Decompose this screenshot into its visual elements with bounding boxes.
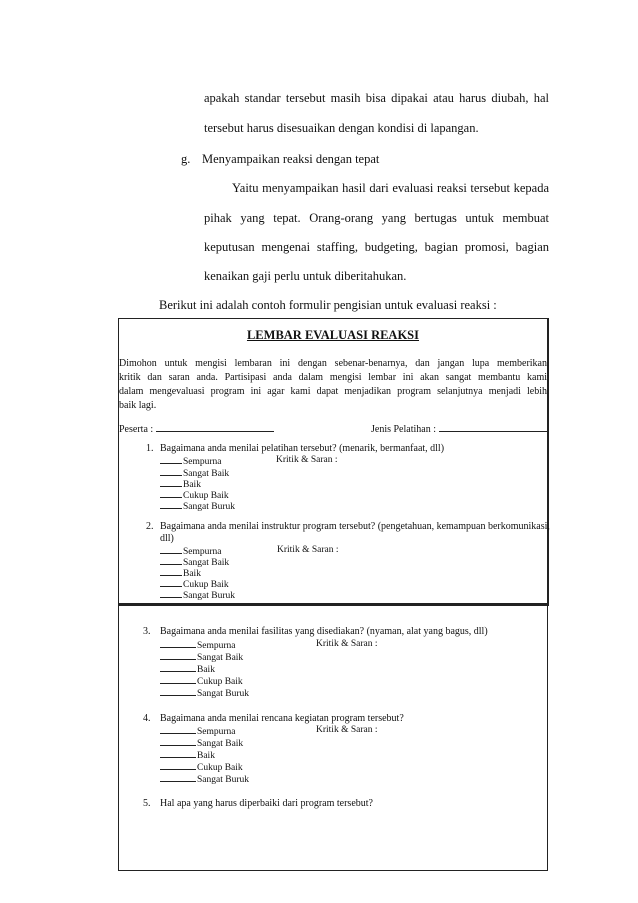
peserta-field[interactable] bbox=[119, 423, 275, 435]
list-item-title: Menyampaikan reaksi dengan tepat bbox=[202, 152, 380, 166]
option-label: Sangat Buruk bbox=[197, 689, 249, 699]
jenis-pelatihan-blank[interactable] bbox=[439, 423, 547, 432]
option-label: Sempurna bbox=[183, 547, 222, 557]
rating-blank[interactable] bbox=[160, 675, 196, 684]
rating-blank[interactable] bbox=[160, 500, 182, 509]
rating-blank[interactable] bbox=[160, 545, 182, 554]
kritik-saran-label: Kritik & Saran : bbox=[316, 725, 378, 735]
rating-blank[interactable] bbox=[160, 589, 182, 598]
option-label: Sangat Buruk bbox=[183, 591, 235, 601]
question-text: Bagaimana anda menilai pelatihan tersebut? (menarik, bermanfaat, dll) bbox=[160, 443, 445, 454]
jenis-pelatihan-label: Jenis Pelatihan : bbox=[371, 424, 436, 435]
option-label: Sangat Baik bbox=[197, 653, 244, 663]
question-number: 4. bbox=[143, 713, 151, 724]
paragraph-line: Yaitu menyampaikan hasil dari evaluasi reaksi tersebut kepada bbox=[232, 181, 549, 195]
kritik-saran-label: Kritik & Saran : bbox=[276, 455, 338, 465]
peserta-blank[interactable] bbox=[156, 423, 274, 432]
question-text: Bagaimana anda menilai fasilitas yang disediakan? (nyaman, alat yang bagus, dll) bbox=[160, 626, 488, 637]
list-marker: g. bbox=[181, 152, 191, 166]
rating-blank[interactable] bbox=[160, 489, 182, 498]
option-row[interactable] bbox=[160, 737, 243, 749]
question-number: 2. bbox=[146, 521, 154, 532]
option-label: Baik bbox=[183, 480, 201, 490]
question-number: 1. bbox=[146, 443, 154, 454]
option-row[interactable] bbox=[160, 589, 235, 601]
option-row[interactable] bbox=[160, 675, 243, 687]
rating-blank[interactable] bbox=[160, 567, 182, 576]
option-label: Sangat Baik bbox=[183, 469, 230, 479]
option-row[interactable] bbox=[160, 761, 243, 773]
question-number: 3. bbox=[143, 626, 151, 637]
option-label: Sempurna bbox=[197, 641, 236, 651]
option-label: Sempurna bbox=[183, 457, 222, 467]
option-row[interactable] bbox=[160, 663, 215, 675]
paragraph-line: pihak yang tepat. Orang-orang yang bertugas untuk membuat bbox=[204, 211, 549, 225]
rating-blank[interactable] bbox=[160, 663, 196, 672]
question-text: dll) bbox=[160, 533, 174, 544]
rating-blank[interactable] bbox=[160, 687, 196, 696]
rating-blank[interactable] bbox=[160, 651, 196, 660]
evaluation-form-part-1 bbox=[118, 318, 549, 606]
question-text: Hal apa yang harus diperbaiki dari program tersebut? bbox=[160, 798, 373, 809]
evaluation-form-part-2 bbox=[118, 603, 548, 871]
paragraph-line: kenaikan gaji perlu untuk diberitahukan. bbox=[204, 269, 407, 283]
option-label: Baik bbox=[197, 751, 215, 761]
option-label: Baik bbox=[197, 665, 215, 675]
jenis-pelatihan-field[interactable] bbox=[371, 423, 548, 435]
option-row[interactable] bbox=[160, 687, 249, 699]
paragraph-line: apakah standar tersebut masih bisa dipakai atau harus diubah, hal bbox=[204, 91, 549, 105]
rating-blank[interactable] bbox=[160, 455, 182, 464]
option-label: Sangat Buruk bbox=[183, 502, 235, 512]
question-text: Bagaimana anda menilai instruktur program tersebut? (pengetahuan, kemampuan berkomunikasi, bbox=[160, 521, 550, 532]
rating-blank[interactable] bbox=[160, 737, 196, 746]
instructions-line: baik lagi. bbox=[119, 400, 157, 411]
rating-blank[interactable] bbox=[160, 639, 196, 648]
option-label: Sangat Baik bbox=[197, 739, 244, 749]
peserta-label: Peserta : bbox=[119, 424, 154, 435]
option-row[interactable] bbox=[160, 725, 236, 737]
instructions-line: Dimohon untuk mengisi lembaran ini dengan sebenar-benarnya, dan jangan lupa memberikan bbox=[119, 358, 547, 369]
instructions-line: dalam mengevaluasi program ini agar kami dapat menjadikan program selanjutnya menjadi lebih bbox=[119, 386, 547, 397]
rating-blank[interactable] bbox=[160, 478, 182, 487]
option-row[interactable] bbox=[160, 651, 243, 663]
rating-blank[interactable] bbox=[160, 556, 182, 565]
rating-blank[interactable] bbox=[160, 578, 182, 587]
option-row[interactable] bbox=[160, 455, 222, 467]
rating-blank[interactable] bbox=[160, 725, 196, 734]
option-label: Cukup Baik bbox=[183, 580, 229, 590]
option-label: Sangat Baik bbox=[183, 558, 230, 568]
option-row[interactable] bbox=[160, 749, 215, 761]
form-intro: Berikut ini adalah contoh formulir pengisian untuk evaluasi reaksi : bbox=[159, 298, 497, 312]
kritik-saran-label: Kritik & Saran : bbox=[316, 639, 378, 649]
option-row[interactable] bbox=[160, 639, 236, 651]
paragraph-line: tersebut harus disesuaikan dengan kondisi di lapangan. bbox=[204, 121, 479, 135]
rating-blank[interactable] bbox=[160, 467, 182, 476]
form-title: LEMBAR EVALUASI REAKSI bbox=[246, 328, 420, 342]
instructions-line: kritik dan saran anda. Partisipasi anda dalam mengisi lembar ini akan sangat membantu kami bbox=[119, 372, 547, 383]
option-label: Sangat Buruk bbox=[197, 775, 249, 785]
option-row[interactable] bbox=[160, 500, 235, 512]
rating-blank[interactable] bbox=[160, 773, 196, 782]
option-row[interactable] bbox=[160, 773, 249, 785]
rating-blank[interactable] bbox=[160, 761, 196, 770]
question-number: 5. bbox=[143, 798, 151, 809]
option-label: Cukup Baik bbox=[183, 491, 229, 501]
option-label: Sempurna bbox=[197, 727, 236, 737]
paragraph-line: keputusan mengenai staffing, budgeting, bagian promosi, bagian bbox=[204, 240, 549, 254]
kritik-saran-label: Kritik & Saran : bbox=[277, 545, 339, 555]
rating-blank[interactable] bbox=[160, 749, 196, 758]
option-label: Cukup Baik bbox=[197, 677, 243, 687]
option-label: Cukup Baik bbox=[197, 763, 243, 773]
option-label: Baik bbox=[183, 569, 201, 579]
question-text: Bagaimana anda menilai rencana kegiatan program tersebut? bbox=[160, 713, 404, 724]
